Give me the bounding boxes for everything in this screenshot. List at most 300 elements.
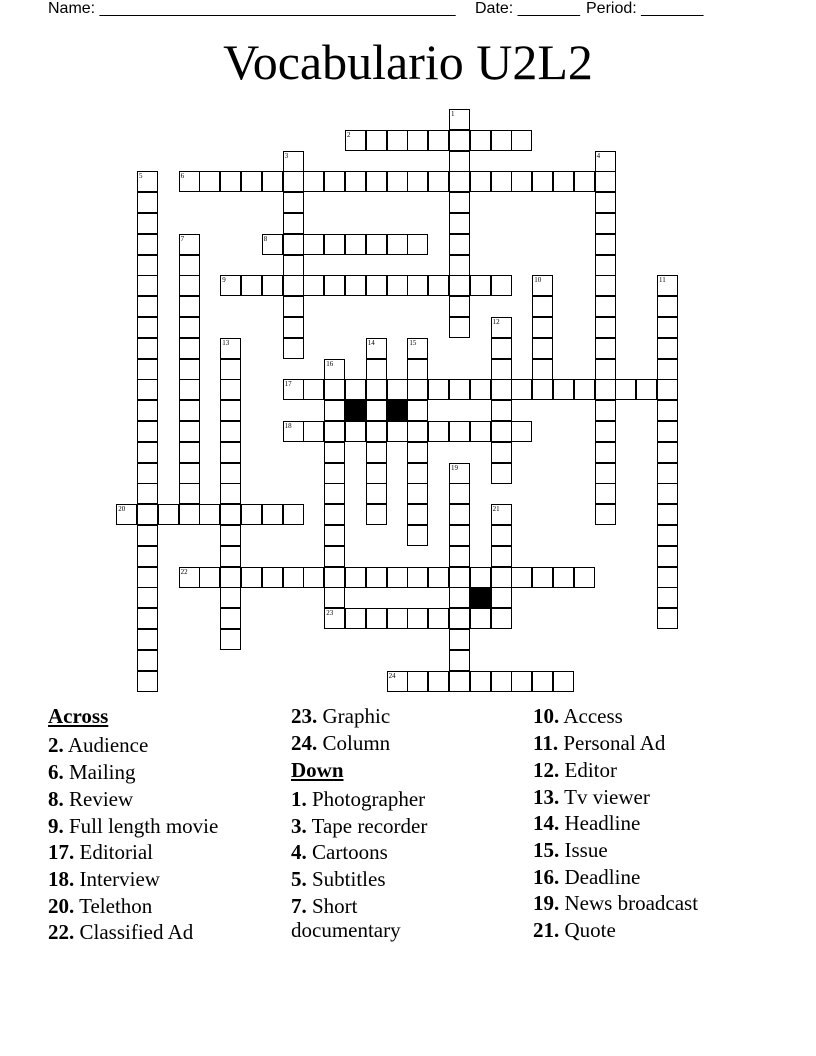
crossword-cell[interactable] [179, 400, 200, 421]
crossword-cell[interactable] [179, 255, 200, 276]
crossword-cell[interactable] [595, 442, 616, 463]
crossword-cell[interactable] [324, 483, 345, 504]
crossword-cell[interactable] [220, 421, 241, 442]
crossword-cell[interactable] [179, 379, 200, 400]
crossword-cell[interactable] [449, 629, 470, 650]
crossword-cell[interactable] [179, 504, 200, 525]
clue-item [291, 704, 390, 728]
crossword-cell[interactable] [595, 234, 616, 255]
crossword-cell[interactable] [137, 296, 158, 317]
crossword-cell[interactable] [491, 421, 512, 442]
crossword-cell[interactable] [137, 525, 158, 546]
crossword-cell[interactable] [241, 504, 262, 525]
crossword-cell[interactable] [532, 671, 553, 692]
clue-text: Telethon [79, 894, 153, 918]
crossword-cell[interactable] [491, 671, 512, 692]
crossword-cell[interactable] [428, 171, 449, 192]
crossword-cell[interactable] [137, 234, 158, 255]
clue-number-label: 23 [326, 609, 334, 618]
crossword-cell[interactable] [283, 213, 304, 234]
crossword-cell[interactable] [137, 275, 158, 296]
crossword-cell[interactable] [449, 525, 470, 546]
crossword-cell[interactable] [283, 234, 304, 255]
crossword-cell[interactable] [137, 504, 158, 525]
crossword-cell[interactable] [657, 587, 678, 608]
crossword-cell[interactable] [657, 338, 678, 359]
clue-number: 10. [533, 704, 560, 728]
clue-text: Tv viewer [564, 785, 650, 809]
crossword-cell[interactable] [283, 255, 304, 276]
crossword-cell[interactable] [303, 421, 324, 442]
crossword-cell[interactable] [407, 359, 428, 380]
crossword-cell[interactable] [595, 338, 616, 359]
crossword-cell[interactable] [407, 567, 428, 588]
crossword-cell[interactable] [595, 421, 616, 442]
crossword-cell[interactable] [595, 463, 616, 484]
crossword-cell[interactable] [220, 442, 241, 463]
crossword-cell[interactable] [407, 421, 428, 442]
crossword-cell[interactable] [449, 567, 470, 588]
crossword-cell[interactable] [179, 338, 200, 359]
crossword-cell[interactable] [657, 379, 678, 400]
crossword-cell[interactable] [428, 567, 449, 588]
crossword-cell[interactable] [470, 379, 491, 400]
crossword-cell[interactable] [220, 400, 241, 421]
crossword-cell[interactable] [657, 504, 678, 525]
crossword-cell[interactable] [220, 359, 241, 380]
crossword-cell[interactable] [199, 504, 220, 525]
crossword-cell[interactable] [657, 421, 678, 442]
crossword-cell[interactable] [407, 130, 428, 151]
crossword-cell[interactable] [449, 608, 470, 629]
crossword-cell[interactable] [303, 234, 324, 255]
crossword-cell[interactable] [345, 379, 366, 400]
crossword-cell[interactable] [303, 567, 324, 588]
crossword-cell[interactable] [449, 296, 470, 317]
crossword-cell[interactable] [491, 567, 512, 588]
crossword-cell[interactable] [220, 379, 241, 400]
crossword-cell[interactable] [595, 275, 616, 296]
crossword-cell[interactable] [366, 400, 387, 421]
crossword-cell[interactable] [470, 130, 491, 151]
crossword-cell[interactable] [220, 587, 241, 608]
crossword-cell[interactable] [553, 379, 574, 400]
crossword-cell[interactable] [553, 671, 574, 692]
crossword-cell[interactable] [428, 275, 449, 296]
crossword-cell[interactable] [366, 130, 387, 151]
crossword-cell[interactable] [220, 463, 241, 484]
black-square [470, 587, 491, 608]
crossword-cell[interactable] [179, 442, 200, 463]
crossword-cell[interactable] [387, 567, 408, 588]
clue-number-label: 8 [263, 234, 268, 243]
crossword-cell[interactable] [470, 567, 491, 588]
crossword-cell[interactable] [324, 379, 345, 400]
crossword-cell[interactable] [262, 567, 283, 588]
clue-text: Audience [67, 733, 149, 757]
crossword-cell[interactable] [220, 483, 241, 504]
crossword-cell[interactable] [532, 379, 553, 400]
crossword-cell[interactable] [137, 255, 158, 276]
crossword-cell[interactable] [449, 504, 470, 525]
crossword-cell[interactable] [366, 421, 387, 442]
crossword-cell[interactable] [532, 359, 553, 380]
crossword-cell[interactable] [407, 400, 428, 421]
crossword-cell[interactable] [345, 275, 366, 296]
crossword-cell[interactable] [553, 567, 574, 588]
crossword-cell[interactable] [428, 379, 449, 400]
clue-number: 18. [48, 867, 75, 891]
clue-text: Review [69, 787, 134, 811]
crossword-cell[interactable] [491, 400, 512, 421]
crossword-cell[interactable] [595, 483, 616, 504]
crossword-cell[interactable] [179, 463, 200, 484]
crossword-cell[interactable] [491, 379, 512, 400]
crossword-cell[interactable] [428, 130, 449, 151]
crossword-cell[interactable] [220, 567, 241, 588]
crossword-cell[interactable] [366, 567, 387, 588]
crossword-cell[interactable] [470, 171, 491, 192]
crossword-cell[interactable] [407, 483, 428, 504]
crossword-cell[interactable] [241, 567, 262, 588]
crossword-cell[interactable] [407, 463, 428, 484]
crossword-cell[interactable] [324, 546, 345, 567]
crossword-cell[interactable] [220, 171, 241, 192]
crossword-cell[interactable] [449, 650, 470, 671]
clue-number-label: 3 [284, 151, 289, 160]
crossword-cell[interactable] [636, 379, 657, 400]
crossword-cell[interactable] [491, 525, 512, 546]
crossword-cell[interactable] [657, 463, 678, 484]
clue-number-label: 9 [222, 276, 226, 285]
crossword-cell[interactable] [387, 234, 408, 255]
crossword-cell[interactable] [283, 567, 304, 588]
crossword-cell[interactable] [366, 275, 387, 296]
crossword-cell[interactable] [137, 400, 158, 421]
crossword-cell[interactable] [511, 379, 532, 400]
crossword-cell[interactable] [470, 671, 491, 692]
clue-text: News broadcast [564, 891, 699, 915]
crossword-cell[interactable] [615, 379, 636, 400]
crossword-cell[interactable] [449, 151, 470, 172]
crossword-cell[interactable] [449, 275, 470, 296]
crossword-cell[interactable] [511, 671, 532, 692]
crossword-cell[interactable] [595, 379, 616, 400]
crossword-cell[interactable] [595, 255, 616, 276]
crossword-cell[interactable] [449, 379, 470, 400]
crossword-cell[interactable] [366, 504, 387, 525]
crossword-cell[interactable] [532, 338, 553, 359]
crossword-cell[interactable] [324, 275, 345, 296]
crossword-cell[interactable] [407, 234, 428, 255]
crossword-cell[interactable] [324, 234, 345, 255]
clue-number: 3. [291, 814, 307, 838]
crossword-cell[interactable] [595, 171, 616, 192]
clue-text: Classified Ad [79, 920, 194, 944]
clue-number-label: 10 [534, 276, 542, 285]
clue-text: Deadline [564, 865, 641, 889]
crossword-cell[interactable] [324, 525, 345, 546]
crossword-cell[interactable] [137, 608, 158, 629]
crossword-cell[interactable] [491, 275, 512, 296]
crossword-cell[interactable] [262, 275, 283, 296]
crossword-cell[interactable] [137, 567, 158, 588]
crossword-cell[interactable] [324, 442, 345, 463]
clue-number-label: 16 [326, 359, 334, 368]
crossword-cell[interactable] [532, 171, 553, 192]
crossword-cell[interactable] [366, 379, 387, 400]
crossword-cell[interactable] [366, 234, 387, 255]
crossword-cell[interactable] [657, 525, 678, 546]
crossword-cell[interactable] [262, 504, 283, 525]
crossword-cell[interactable] [407, 442, 428, 463]
crossword-cell[interactable] [199, 567, 220, 588]
crossword-cell[interactable] [324, 171, 345, 192]
period-field[interactable]: Period: _______ [586, 0, 704, 17]
crossword-cell[interactable] [220, 504, 241, 525]
crossword-cell[interactable] [657, 483, 678, 504]
crossword-cell[interactable] [511, 171, 532, 192]
crossword-cell[interactable] [324, 421, 345, 442]
crossword-cell[interactable] [428, 608, 449, 629]
crossword-cell[interactable] [657, 608, 678, 629]
crossword-cell[interactable] [283, 504, 304, 525]
crossword-cell[interactable] [470, 275, 491, 296]
crossword-cell[interactable] [657, 359, 678, 380]
clue-number: 23. [291, 704, 318, 728]
crossword-cell[interactable] [345, 171, 366, 192]
clue-text: Full length movie [69, 814, 219, 838]
crossword-cell[interactable] [137, 379, 158, 400]
crossword-cell[interactable] [137, 463, 158, 484]
crossword-cell[interactable] [449, 213, 470, 234]
crossword-cell[interactable] [179, 317, 200, 338]
crossword-cell[interactable] [137, 629, 158, 650]
crossword-cell[interactable] [387, 130, 408, 151]
crossword-cell[interactable] [303, 171, 324, 192]
crossword-cell[interactable] [387, 379, 408, 400]
crossword-cell[interactable] [345, 234, 366, 255]
crossword-cell[interactable] [657, 400, 678, 421]
crossword-cell[interactable] [179, 483, 200, 504]
crossword-cell[interactable] [491, 338, 512, 359]
crossword-cell[interactable] [366, 483, 387, 504]
crossword-cell[interactable] [595, 213, 616, 234]
clue-number: 5. [291, 867, 307, 891]
crossword-cell[interactable] [179, 296, 200, 317]
crossword-cell[interactable] [553, 171, 574, 192]
crossword-cell[interactable] [407, 525, 428, 546]
clue-item [48, 867, 160, 891]
date-field[interactable]: Date: _______ [475, 0, 580, 17]
crossword-cell[interactable] [199, 171, 220, 192]
crossword-cell[interactable] [657, 442, 678, 463]
crossword-cell[interactable] [283, 296, 304, 317]
crossword-cell[interactable] [511, 130, 532, 151]
crossword-cell[interactable] [511, 567, 532, 588]
clue-text: Graphic [322, 704, 391, 728]
crossword-cell[interactable] [491, 359, 512, 380]
black-square [387, 400, 408, 421]
crossword-cell[interactable] [595, 192, 616, 213]
crossword-cell[interactable] [137, 587, 158, 608]
crossword-cell[interactable] [449, 130, 470, 151]
clue-item [291, 787, 425, 811]
crossword-cell[interactable] [303, 379, 324, 400]
crossword-cell[interactable] [449, 192, 470, 213]
crossword-cell[interactable] [491, 171, 512, 192]
crossword-cell[interactable] [574, 379, 595, 400]
crossword-cell[interactable] [449, 317, 470, 338]
crossword-cell[interactable] [657, 317, 678, 338]
crossword-cell[interactable] [262, 171, 283, 192]
crossword-cell[interactable] [324, 504, 345, 525]
clue-number-label: 1 [451, 110, 455, 118]
clue-number: 24. [291, 731, 318, 755]
crossword-cell[interactable] [283, 317, 304, 338]
crossword-cell[interactable] [491, 130, 512, 151]
crossword-cell[interactable] [283, 338, 304, 359]
crossword-cell[interactable] [137, 483, 158, 504]
crossword-cell[interactable] [345, 421, 366, 442]
clue-text: Subtitles [312, 867, 386, 891]
crossword-cell[interactable] [220, 608, 241, 629]
name-field[interactable]: Name: ________________________________________ [48, 0, 456, 17]
crossword-cell[interactable] [407, 671, 428, 692]
crossword-cell[interactable] [491, 442, 512, 463]
crossword-cell[interactable] [595, 359, 616, 380]
crossword-cell[interactable] [407, 379, 428, 400]
crossword-cell[interactable] [366, 463, 387, 484]
crossword-cell[interactable] [428, 671, 449, 692]
crossword-cell[interactable] [449, 483, 470, 504]
crossword-cell[interactable] [137, 442, 158, 463]
crossword-cell[interactable] [574, 171, 595, 192]
clue-number: 2. [48, 733, 64, 757]
crossword-cell[interactable] [449, 234, 470, 255]
crossword-cell[interactable] [137, 192, 158, 213]
crossword-cell[interactable] [428, 421, 449, 442]
crossword-cell[interactable] [345, 608, 366, 629]
crossword-cell[interactable] [387, 608, 408, 629]
crossword-cell[interactable] [324, 463, 345, 484]
crossword-cell[interactable] [324, 567, 345, 588]
crossword-cell[interactable] [657, 546, 678, 567]
crossword-cell[interactable] [137, 338, 158, 359]
crossword-cell[interactable] [657, 567, 678, 588]
crossword-cell[interactable] [241, 171, 262, 192]
crossword-cell[interactable] [574, 567, 595, 588]
crossword-cell[interactable] [137, 359, 158, 380]
crossword-cell[interactable] [511, 421, 532, 442]
crossword-cell[interactable] [179, 359, 200, 380]
clue-item [48, 787, 133, 811]
crossword-cell[interactable] [491, 608, 512, 629]
crossword-cell[interactable] [158, 504, 179, 525]
clue-number: 16. [533, 865, 560, 889]
crossword-cell[interactable] [407, 171, 428, 192]
crossword-cell[interactable] [303, 275, 324, 296]
crossword-cell[interactable] [491, 463, 512, 484]
crossword-cell[interactable] [449, 587, 470, 608]
clue-text: Editorial [79, 840, 153, 864]
crossword-cell[interactable] [179, 421, 200, 442]
clue-number: 4. [291, 840, 307, 864]
crossword-cell[interactable] [595, 317, 616, 338]
clue-number: 17. [48, 840, 75, 864]
crossword-cell[interactable] [137, 671, 158, 692]
crossword-cell[interactable] [283, 171, 304, 192]
page-title: Vocabulario U2L2 [223, 34, 593, 90]
crossword-cell[interactable] [491, 546, 512, 567]
crossword-cell[interactable] [407, 504, 428, 525]
crossword-cell[interactable] [595, 296, 616, 317]
crossword-cell[interactable] [366, 442, 387, 463]
crossword-cell[interactable] [220, 629, 241, 650]
clue-text: Cartoons [312, 840, 388, 864]
crossword-cell[interactable] [137, 650, 158, 671]
crossword-cell[interactable] [324, 587, 345, 608]
crossword-cell[interactable] [137, 421, 158, 442]
crossword-cell[interactable] [407, 275, 428, 296]
crossword-cell[interactable] [449, 421, 470, 442]
crossword-cell[interactable] [387, 421, 408, 442]
crossword-cell[interactable] [449, 546, 470, 567]
crossword-cell[interactable] [220, 525, 241, 546]
black-square [345, 400, 366, 421]
clue-item [48, 894, 152, 918]
crossword-cell[interactable] [179, 275, 200, 296]
crossword-cell[interactable] [137, 317, 158, 338]
across-heading: Across [48, 704, 109, 728]
crossword-cell[interactable] [283, 192, 304, 213]
clue-number-label: 14 [367, 338, 375, 347]
crossword-cell[interactable] [470, 608, 491, 629]
crossword-cell[interactable] [407, 608, 428, 629]
clue-number-label: 21 [492, 505, 500, 514]
crossword-cell[interactable] [345, 567, 366, 588]
clue-text: Interview [79, 867, 160, 891]
crossword-cell[interactable] [283, 275, 304, 296]
clue-number: 11. [533, 731, 559, 755]
crossword-cell[interactable] [470, 421, 491, 442]
crossword-cell[interactable] [137, 213, 158, 234]
crossword-cell[interactable] [366, 608, 387, 629]
crossword-cell[interactable] [366, 171, 387, 192]
crossword-cell[interactable] [387, 171, 408, 192]
clue-item [533, 811, 640, 835]
clue-text: Quote [564, 918, 616, 942]
crossword-cell[interactable] [532, 567, 553, 588]
crossword-cell[interactable] [324, 400, 345, 421]
crossword-cell[interactable] [532, 296, 553, 317]
crossword-cell[interactable] [387, 275, 408, 296]
crossword-cell[interactable] [449, 255, 470, 276]
crossword-cell[interactable] [449, 671, 470, 692]
crossword-cell[interactable] [220, 546, 241, 567]
crossword-cell[interactable] [366, 359, 387, 380]
crossword-cell[interactable] [241, 275, 262, 296]
crossword-cell[interactable] [491, 587, 512, 608]
crossword-cell[interactable] [449, 171, 470, 192]
crossword-cell[interactable] [595, 400, 616, 421]
clue-text: Column [322, 731, 391, 755]
crossword-cell[interactable] [532, 317, 553, 338]
crossword-cell[interactable] [595, 504, 616, 525]
crossword-cell[interactable] [137, 546, 158, 567]
clue-item [533, 731, 665, 755]
crossword-cell[interactable] [657, 296, 678, 317]
